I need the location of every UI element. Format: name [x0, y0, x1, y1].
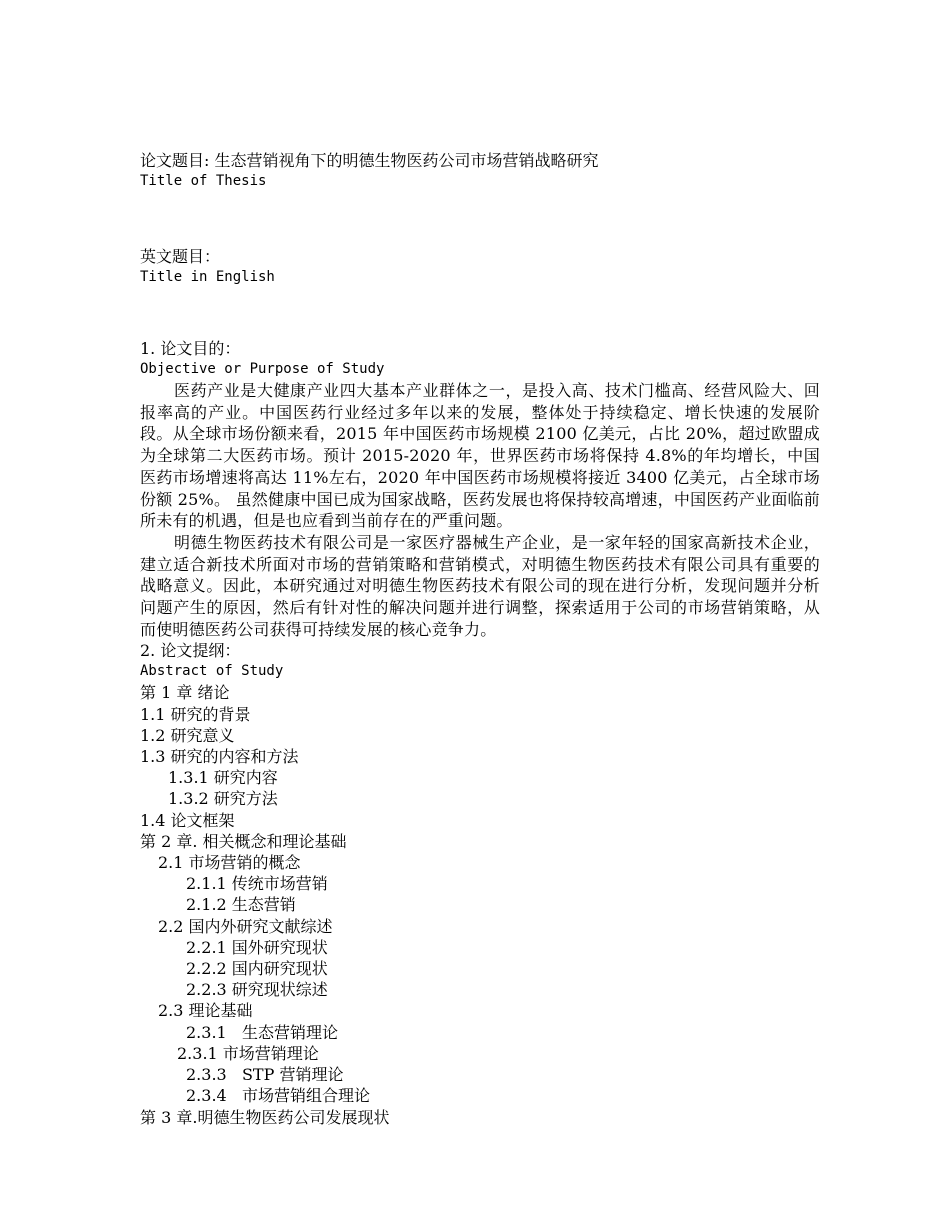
outline-heading: 2. 论文提纲： — [140, 641, 241, 661]
outline-item: 2.2.3 研究现状综述 — [186, 980, 328, 1000]
outline-item: 1.2 研究意义 — [140, 725, 235, 745]
document-page — [140, 150, 820, 1128]
thesis-title-label: 论文题目: 生态营销视角下的明德生物医药公司市场营销战略研究 — [140, 151, 599, 170]
outline-item: 第 3 章.明德生物医药公司发展现状 — [140, 1107, 390, 1127]
outline-item: 1.3 研究的内容和方法 — [140, 747, 299, 767]
outline-item: 2.1.2 生态营销 — [186, 895, 296, 915]
outline-item: 1.4 论文框架 — [140, 810, 235, 830]
outline-item: 2.2.1 国外研究现状 — [186, 937, 328, 957]
objective-paragraph-1: 医药产业是大健康产业四大基本产业群体之一，是投入高、技术门槛高、经营风险大、回报率高的产业。中国医药行业经过多年以来的发展，整体处于持续稳定、增长快速的发展阶段。从全球市场份额来看，2015 年中国医药市场规模 2100 亿美元，占比 20%，超过欧盟成为全球第二大医药市场。预计 2015-2020 年，世界医药市场将保持 4.8%的年均增长，中国医药市场增速将高达 11%左右，2020 年中国医药市场规模将接近 3400 亿美元，占全球市场份额 25%。 虽然健康中国已成为国家战略，医药发展也将保持较高增速，中国医药产业面临前所未有的机遇，但是也应看到当前存在的严重问题。 — [140, 381, 820, 531]
thesis-title-label-en: Title of Thesis — [140, 173, 267, 189]
objective-paragraph-2: 明德生物医药技术有限公司是一家医疗器械生产企业，是一家年轻的国家高新技术企业，建立适合新技术所面对市场的营销策略和营销模式，对明德生物医药技术有限公司具有重要的战略意义。因此，本研究通过对明德生物医药技术有限公司的现在进行分析，发现问题并分析问题产生的原因，然后有针对性的解决问题并进行调整，探索适用于公司的市场营销策略，从而使明德医药公司获得可持续发展的核心竞争力。 — [140, 532, 820, 639]
outline-heading-en: Abstract of Study — [140, 663, 284, 680]
outline-item: 第 1 章 绪论 — [140, 683, 230, 703]
outline-item: 2.3.4 市场营销组合理论 — [186, 1086, 370, 1106]
outline-item: 2.1.1 传统市场营销 — [186, 874, 328, 894]
outline-item: 2.2.2 国内研究现状 — [186, 959, 328, 979]
objective-heading: 1. 论文目的： — [140, 339, 241, 358]
outline-item: 2.1 市场营销的概念 — [158, 853, 301, 873]
outline-item: 第 2 章. 相关概念和理论基础 — [140, 831, 347, 851]
outline-item: 2.3.1 生态营销理论 — [186, 1022, 338, 1042]
outline-item: 1.1 研究的背景 — [140, 704, 251, 724]
english-title-label-en: Title in English — [140, 269, 275, 285]
objective-heading-en: Objective or Purpose of Study — [140, 361, 385, 377]
outline-item: 1.3.2 研究方法 — [168, 789, 278, 809]
english-title-label: 英文题目： — [140, 247, 221, 266]
outline-item: 1.3.1 研究内容 — [168, 768, 278, 788]
outline-list — [140, 682, 820, 1127]
outline-item: 2.3 理论基础 — [158, 1001, 253, 1021]
outline-item: 2.3.3 STP 营销理论 — [186, 1065, 344, 1085]
outline-item: 2.3.1 市场营销理论 — [177, 1043, 319, 1063]
outline-item: 2.2 国内外研究文献综述 — [158, 916, 333, 936]
